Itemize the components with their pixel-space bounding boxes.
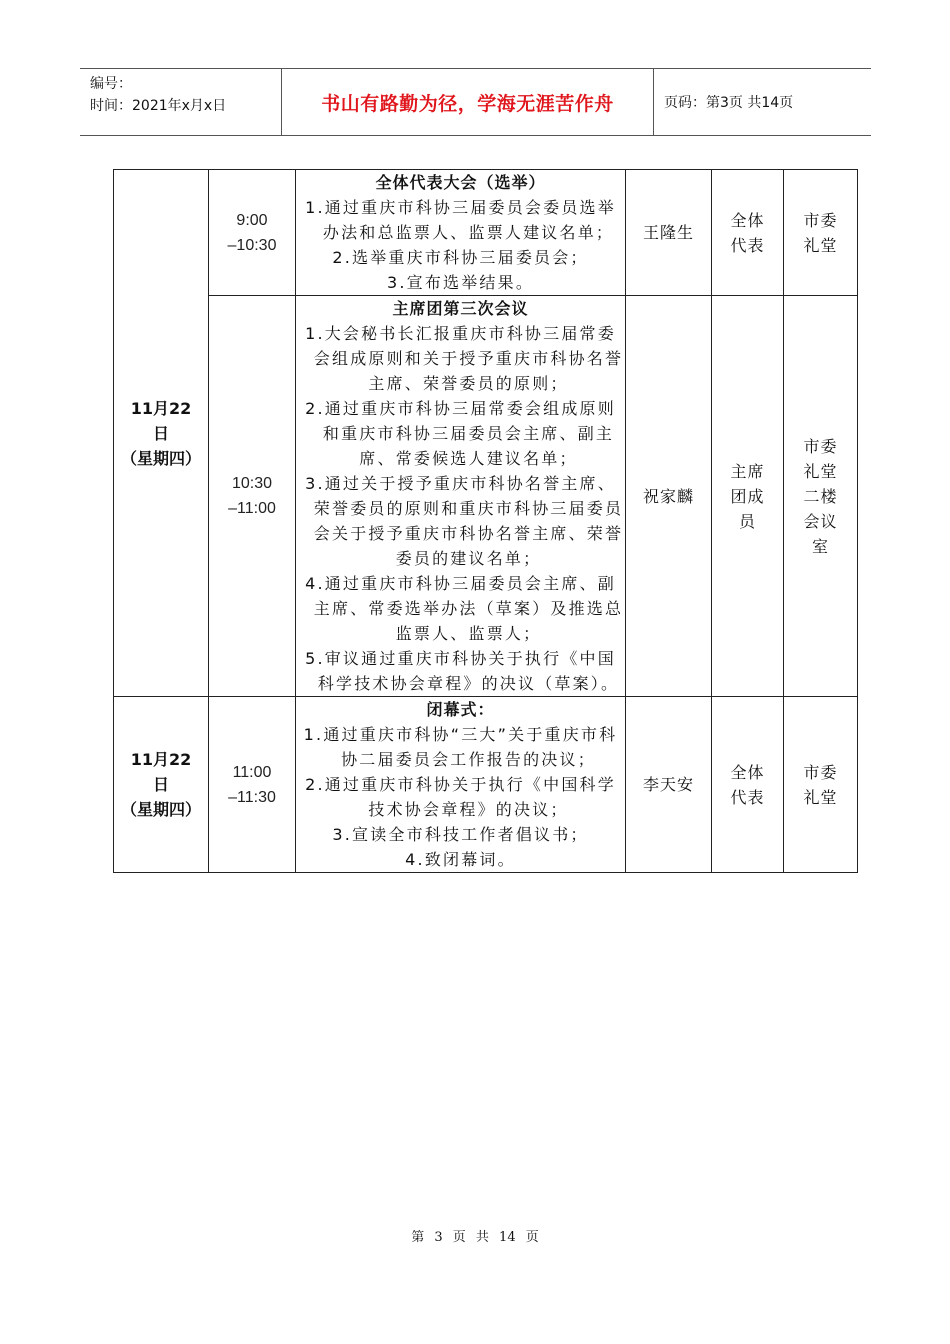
time-end: –10:30 (227, 236, 277, 254)
agenda-item: 4.致闭幕词。 (405, 850, 516, 869)
date-weekday: （星期四） (120, 800, 201, 819)
agenda-item: 2.通过重庆市科协关于执行《中国科学技术协会章程》的决议； (305, 775, 616, 819)
host-name: 李天安 (642, 775, 694, 794)
agenda-cell (296, 697, 626, 873)
agenda-item: 4.通过重庆市科协三届委员会主席、副主席、常委选举办法（草案）及推选总监票人、监票人； (305, 574, 624, 643)
time-end: –11:00 (228, 500, 276, 517)
time-start: 9:00 (236, 211, 268, 229)
host-name: 祝家麟 (642, 486, 694, 506)
attendees: 全体代表 (730, 210, 765, 255)
agenda-cell (296, 170, 626, 296)
time-start: 10:30 (231, 475, 273, 492)
agenda-item: 2.通过重庆市科协三届常委会组成原则和重庆市科协三届委员会主席、副主席、常委候选人建议名单； (305, 399, 616, 468)
attendees: 全体代表 (730, 762, 765, 807)
host-name: 王隆生 (642, 223, 694, 242)
table-row (114, 170, 858, 296)
venue: 市委礼堂 (803, 210, 838, 255)
date-cell (114, 170, 209, 697)
agenda-item: 3.通过关于授予重庆市科协名誉主席、荣誉委员的原则和重庆市科协三届委员会关于授予重庆市科协名誉主席、荣誉委员的建议名单； (305, 474, 624, 568)
date-day: 11月22 (130, 398, 192, 418)
table-row (114, 697, 858, 873)
venue: 市委礼堂二楼会议室 (803, 436, 838, 556)
date-cell (114, 697, 209, 873)
venue-cell (784, 170, 858, 296)
page-footer: 第 3 页 共 14 页 (411, 1230, 539, 1245)
session-title: 全体代表大会（选举） (375, 173, 546, 192)
time-cell (209, 697, 296, 873)
document-date: 时间：2021年x月x日 (90, 98, 227, 114)
session-title: 闭幕式： (426, 700, 495, 719)
header-meta (80, 69, 282, 135)
agenda-item: 1.通过重庆市科协三届委员会委员选举办法和总监票人、监票人建议名单； (305, 198, 616, 242)
venue-cell (784, 697, 858, 873)
agenda-cell (296, 296, 626, 697)
date-weekday: （星期四） (120, 448, 201, 468)
agenda-item: 1.通过重庆市科协“三大”关于重庆市科协二届委员会工作报告的决议； (303, 725, 618, 769)
time-start: 11:00 (232, 763, 272, 781)
time-cell (209, 170, 296, 296)
schedule-table (113, 169, 858, 873)
host-cell (626, 170, 712, 296)
attendees: 主席团成员 (730, 461, 765, 531)
host-cell (626, 296, 712, 697)
time-end: –11:30 (228, 788, 276, 806)
table-row (114, 296, 858, 697)
date-day: 11月22 (130, 750, 192, 769)
agenda-item: 3.宣读全市科技工作者倡议书； (332, 825, 589, 844)
agenda-item: 1.大会秘书长汇报重庆市科协三届常委会组成原则和关于授予重庆市科协名誉主席、荣誉委员的原则； (305, 324, 624, 393)
venue: 市委礼堂 (803, 762, 838, 807)
attendees-cell (712, 697, 784, 873)
time-cell (209, 296, 296, 697)
agenda-item: 3.宣布选举结果。 (386, 273, 535, 292)
header-motto: 书山有路勤为径，学海无涯苦作舟 (282, 69, 654, 135)
date-unit: 日 (152, 775, 169, 794)
attendees-cell (712, 296, 784, 697)
document-number-label: 编号： (90, 76, 132, 92)
date-unit: 日 (152, 423, 169, 443)
host-cell (626, 697, 712, 873)
session-title: 主席团第三次会议 (392, 299, 529, 318)
agenda-item: 5.审议通过重庆市科协关于执行《中国科学技术协会章程》的决议（草案）。 (305, 649, 620, 693)
venue-cell (784, 296, 858, 697)
attendees-cell (712, 170, 784, 296)
page-header (80, 68, 871, 136)
header-page-info: 页码：第3页 共14页 (664, 95, 794, 111)
agenda-item: 2.选举重庆市科协三届委员会； (332, 248, 589, 267)
